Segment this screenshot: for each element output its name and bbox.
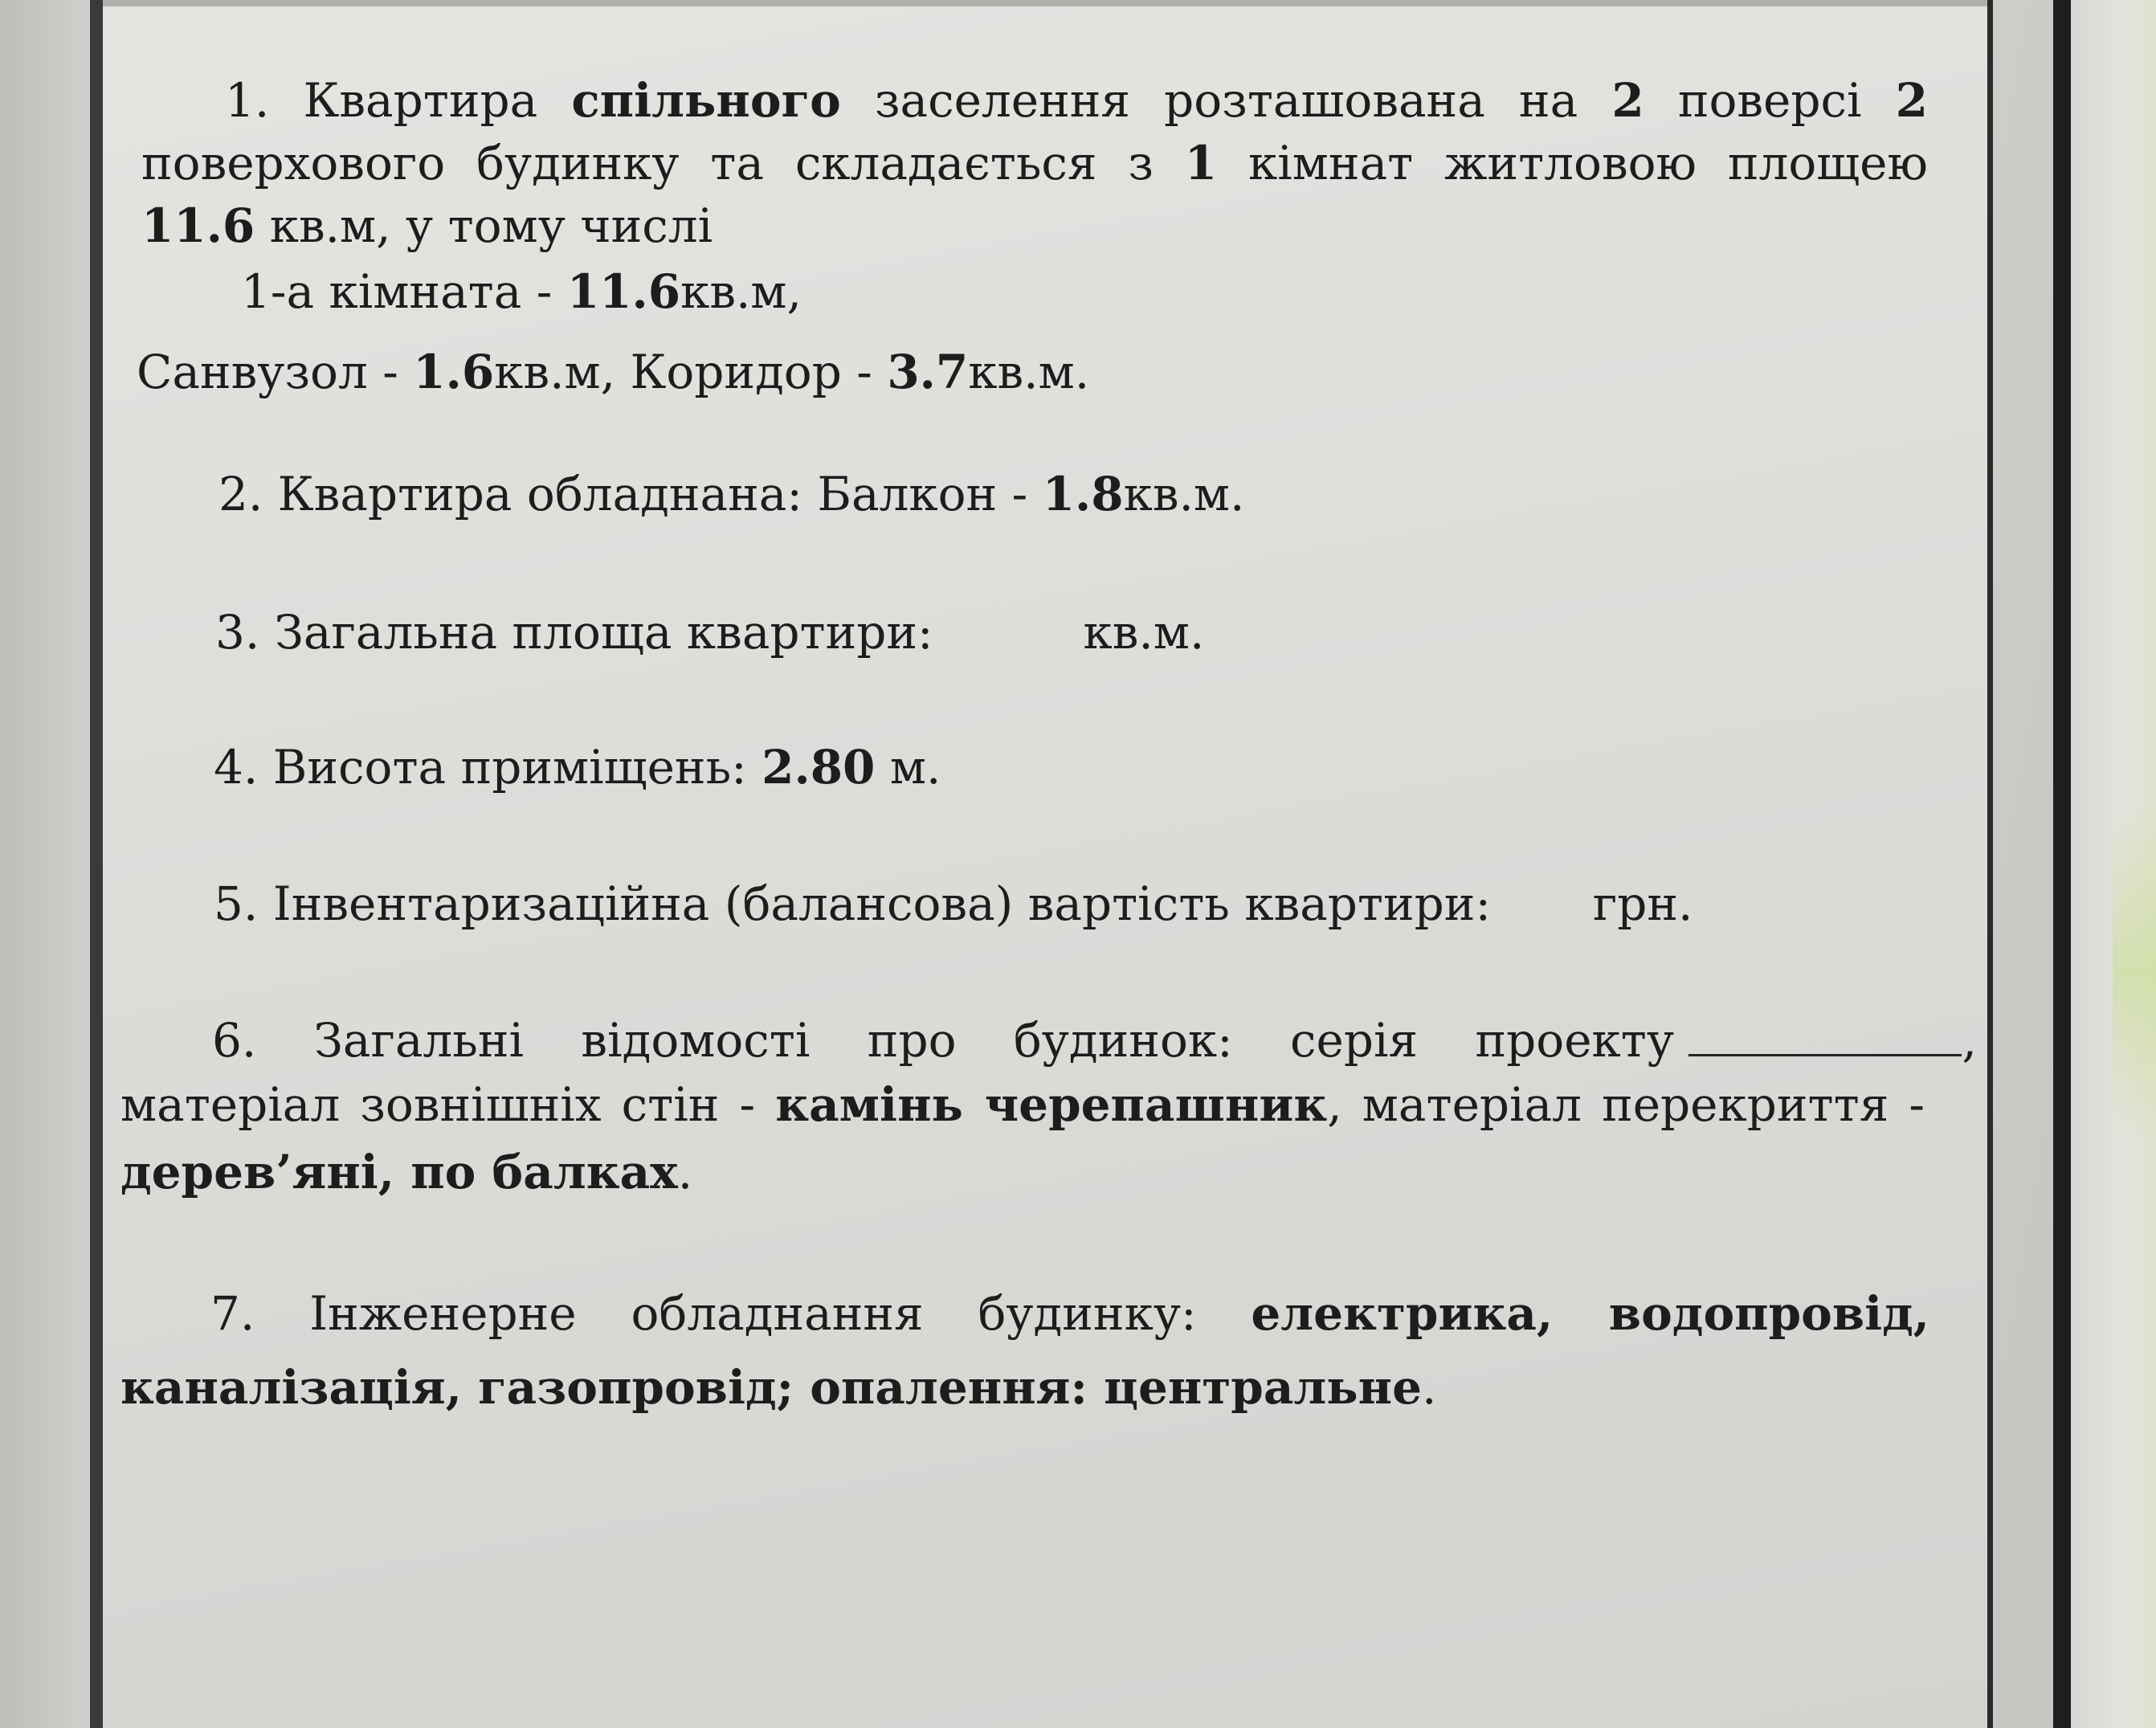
bold-text: 1 — [1184, 136, 1218, 190]
text: кв.м, Коридор - — [494, 345, 872, 399]
item-1-line-4 — [241, 263, 802, 320]
bold-text: 2 — [1611, 73, 1644, 128]
bold-text: камінь черепашник — [775, 1077, 1328, 1132]
item-1-line-2 — [141, 135, 1928, 191]
text: . — [677, 1145, 693, 1199]
bold-text: 2.80 — [762, 740, 876, 795]
text: 1-а кімната - — [241, 264, 553, 319]
text: кімнат житловою площею — [1248, 136, 1929, 190]
text: Інвентаризаційна (балансова) вартість квартири: — [272, 876, 1491, 931]
bold-text: спільного — [571, 73, 841, 128]
text: кв.м. — [1083, 605, 1205, 660]
text: кв.м, — [680, 264, 802, 319]
text: поверсі — [1677, 73, 1862, 128]
item-number: 6. — [212, 1013, 257, 1068]
bold-text: дерев’яні, по балках — [120, 1145, 678, 1199]
text: заселення розташована на — [874, 73, 1578, 128]
item-number: 3. — [215, 605, 260, 660]
text: Висота приміщень: — [272, 740, 747, 795]
item-number: 5. — [214, 876, 259, 931]
item-6-line-1 — [212, 1012, 1979, 1068]
text: кв.м. — [968, 345, 1090, 399]
item-6-line-1-text — [212, 1012, 1674, 1068]
text: Санвузол - — [137, 345, 398, 399]
project-series-blank — [1688, 1019, 1962, 1056]
item-5-line — [214, 876, 1693, 932]
bold-text: 11.6 — [141, 198, 255, 253]
item-1-line-1 — [225, 72, 1928, 129]
item-4-line — [214, 739, 941, 795]
text: грн. — [1592, 876, 1693, 931]
item-number: 4. — [214, 740, 259, 795]
frame-border-right-inner — [1987, 0, 1993, 1728]
item-6-line-3 — [120, 1144, 692, 1200]
frame-border-right-outer — [2053, 0, 2071, 1728]
bold-text: 11.6 — [566, 264, 681, 319]
item-7-line-1 — [210, 1285, 1929, 1342]
item-number: 7. — [210, 1286, 255, 1341]
frame-border-left — [90, 0, 103, 1728]
item-7-line-2 — [120, 1359, 1436, 1415]
item-1-line-5 — [137, 344, 1089, 400]
bold-text: каналізація, газопровід; опалення: центральне — [120, 1360, 1423, 1415]
text: кв.м, у тому числі — [269, 198, 713, 253]
text: Квартира обладнана: Балкон - — [277, 467, 1028, 521]
item-number: 1. — [225, 73, 270, 128]
bold-text: 3.7 — [887, 345, 969, 399]
text: Інженерне обладнання будинку: — [309, 1286, 1197, 1341]
bold-text: 1.6 — [413, 345, 495, 399]
text: м. — [889, 740, 941, 795]
text: поверхового будинку та складається з — [141, 136, 1154, 190]
text: . — [1422, 1360, 1437, 1415]
text: кв.м. — [1123, 467, 1245, 521]
text: , матеріал перекриття - — [1327, 1077, 1925, 1132]
bold-text: 1.8 — [1042, 467, 1124, 521]
text: Квартира — [303, 73, 538, 128]
item-6-line-2 — [120, 1076, 1925, 1133]
document-page — [103, 0, 1987, 1728]
text: Загальна площа квартири: — [274, 605, 933, 660]
background-tint — [2113, 803, 2156, 1141]
background-left — [0, 0, 90, 1728]
bold-text: електрика, водопровід, — [1251, 1286, 1929, 1341]
page-top-edge — [103, 0, 1987, 6]
item-number: 2. — [218, 467, 263, 521]
text: , — [1962, 1013, 1977, 1068]
bold-text: 2 — [1895, 73, 1929, 128]
text: Загальні відомості про будинок: серія проекту — [313, 1013, 1674, 1068]
text: матеріал зовнішніх стін - — [120, 1077, 756, 1132]
item-1-line-3 — [141, 198, 713, 254]
item-2-line — [218, 466, 1244, 522]
item-3-line — [215, 604, 1204, 660]
